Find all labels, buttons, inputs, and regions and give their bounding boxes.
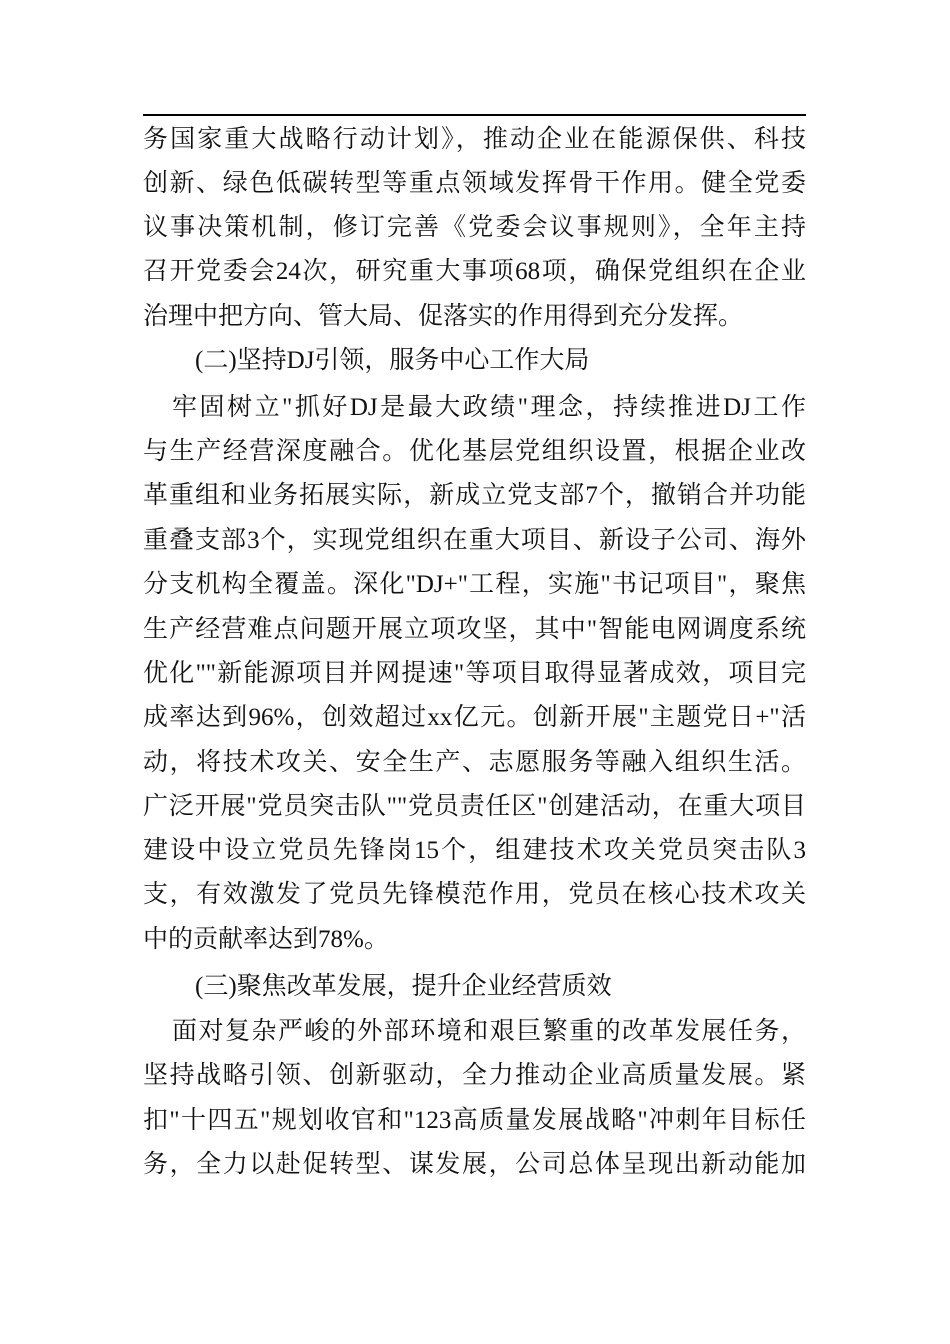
text-line: 革重组和业务拓展实际，新成立党支部7个，撤销合并功能 — [143, 482, 806, 509]
text-line: 面对复杂严峻的外部环境和艰巨繁重的改革发展任务， — [172, 1018, 806, 1045]
text-line: 务国家重大战略行动计划》，推动企业在能源保供、科技 — [143, 126, 806, 153]
text-line: 优化""新能源项目并网提速"等项目取得显著成效，项目完 — [143, 660, 806, 687]
text-line: 治理中把方向、管大局、促落实的作用得到充分发挥。 — [143, 303, 744, 330]
text-line: 建设中设立党员先锋岗15个，组建技术攻关党员突击队3 — [143, 837, 806, 864]
text-line: 动，将技术攻关、安全生产、志愿服务等融入组织生活。 — [143, 749, 806, 776]
text-line: 中的贡献率达到78%。 — [143, 926, 389, 953]
text-line: 召开党委会24次，研究重大事项68项，确保党组织在企业 — [143, 258, 806, 285]
text-line: 牢固树立"抓好DJ是最大政绩"理念，持续推进DJ工作 — [172, 394, 806, 421]
text-line: 务，全力以赴促转型、谋发展，公司总体呈现出新动能加 — [143, 1151, 806, 1178]
header-rule — [143, 114, 806, 116]
text-line: 与生产经营深度融合。优化基层党组织设置，根据企业改 — [143, 438, 806, 465]
text-line: 分支机构全覆盖。深化"DJ+"工程，实施"书记项目"，聚焦 — [143, 571, 806, 598]
text-line: 重叠支部3个，实现党组织在重大项目、新设子公司、海外 — [143, 527, 806, 554]
text-line: 成率达到96%，创效超过xx亿元。创新开展"主题党日+"活 — [143, 704, 806, 731]
text-line: 坚持战略引领、创新驱动，全力推动企业高质量发展。紧 — [143, 1062, 806, 1089]
text-line: 议事决策机制，修订完善《党委会议事规则》，全年主持 — [143, 214, 806, 241]
text-line: 创新、绿色低碳转型等重点领域发挥骨干作用。健全党委 — [143, 170, 806, 197]
text-line: 支，有效激发了党员先锋模范作用，党员在核心技术攻关 — [143, 881, 806, 908]
section-heading: (二)坚持DJ引领，服务中心工作大局 — [195, 347, 590, 374]
text-line: 扣"十四五"规划收官和"123高质量发展战略"冲刺年目标任 — [143, 1107, 806, 1134]
text-line: 生产经营难点问题开展立项攻坚，其中"智能电网调度系统 — [143, 616, 806, 643]
section-heading: (三)聚焦改革发展，提升企业经营质效 — [195, 973, 612, 1000]
text-line: 广泛开展"党员突击队""党员责任区"创建活动，在重大项目 — [143, 793, 806, 820]
